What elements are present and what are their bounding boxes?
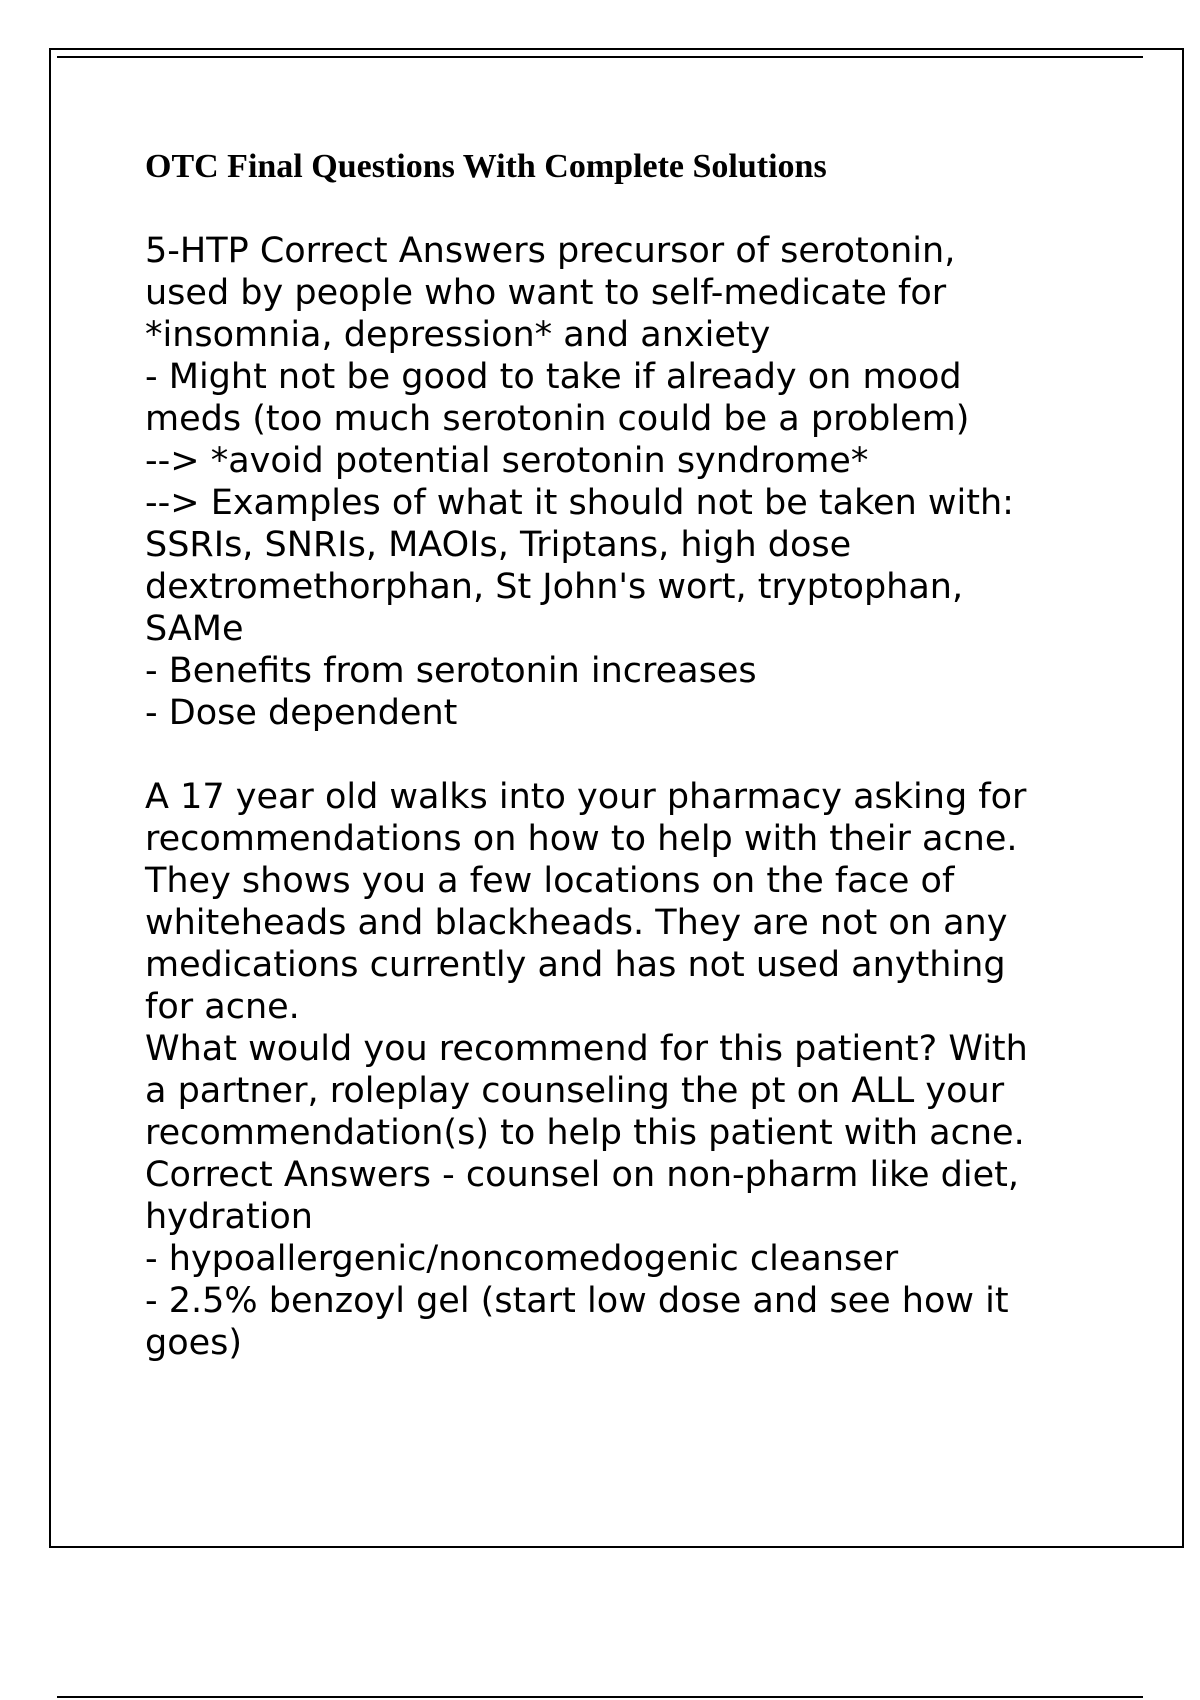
bottom-rule (57, 1696, 1143, 1698)
text-line: Correct Answers - counsel on non-pharm like diet, (145, 1155, 1019, 1195)
qa-block-5htp (145, 230, 1085, 734)
document-content (145, 146, 1085, 1364)
text-line: - 2.5% benzoyl gel (start low dose and see how it (145, 1281, 1009, 1321)
spacer (145, 188, 1085, 230)
text-line: goes) (145, 1323, 243, 1363)
text-line: hydration (145, 1197, 313, 1237)
text-line: - hypoallergenic/noncomedogenic cleanser (145, 1239, 899, 1279)
text-line: medications currently and has not used anything (145, 945, 1006, 985)
text-line: 5-HTP Correct Answers precursor of serotonin, (145, 231, 956, 271)
text-line: SAMe (145, 609, 244, 649)
spacer (145, 734, 1085, 776)
text-line: dextromethorphan, St John's wort, tryptophan, (145, 567, 964, 607)
text-line: a partner, roleplay counseling the pt on ALL your (145, 1071, 1005, 1111)
text-line: SSRIs, SNRIs, MAOIs, Triptans, high dose (145, 525, 852, 565)
text-line: What would you recommend for this patient? With (145, 1029, 1028, 1069)
text-line: - Dose dependent (145, 693, 458, 733)
text-line: whiteheads and blackheads. They are not on any (145, 903, 1008, 943)
text-line: for acne. (145, 987, 300, 1027)
document-title: OTC Final Questions With Complete Solutions (145, 148, 827, 185)
text-line: They shows you a few locations on the face of (145, 861, 955, 901)
text-line: --> *avoid potential serotonin syndrome* (145, 441, 869, 481)
text-line: --> Examples of what it should not be taken with: (145, 483, 1014, 523)
text-line: recommendations on how to help with their acne. (145, 819, 1018, 859)
text-line: - Might not be good to take if already on mood (145, 357, 962, 397)
text-line: recommendation(s) to help this patient with acne. (145, 1113, 1025, 1153)
text-line: A 17 year old walks into your pharmacy asking for (145, 777, 1027, 817)
text-line: *insomnia, depression* and anxiety (145, 315, 771, 355)
text-line: - Benefits from serotonin increases (145, 651, 757, 691)
text-line: meds (too much serotonin could be a problem) (145, 399, 970, 439)
text-line: used by people who want to self-medicate for (145, 273, 947, 313)
qa-block-acne (145, 776, 1085, 1364)
